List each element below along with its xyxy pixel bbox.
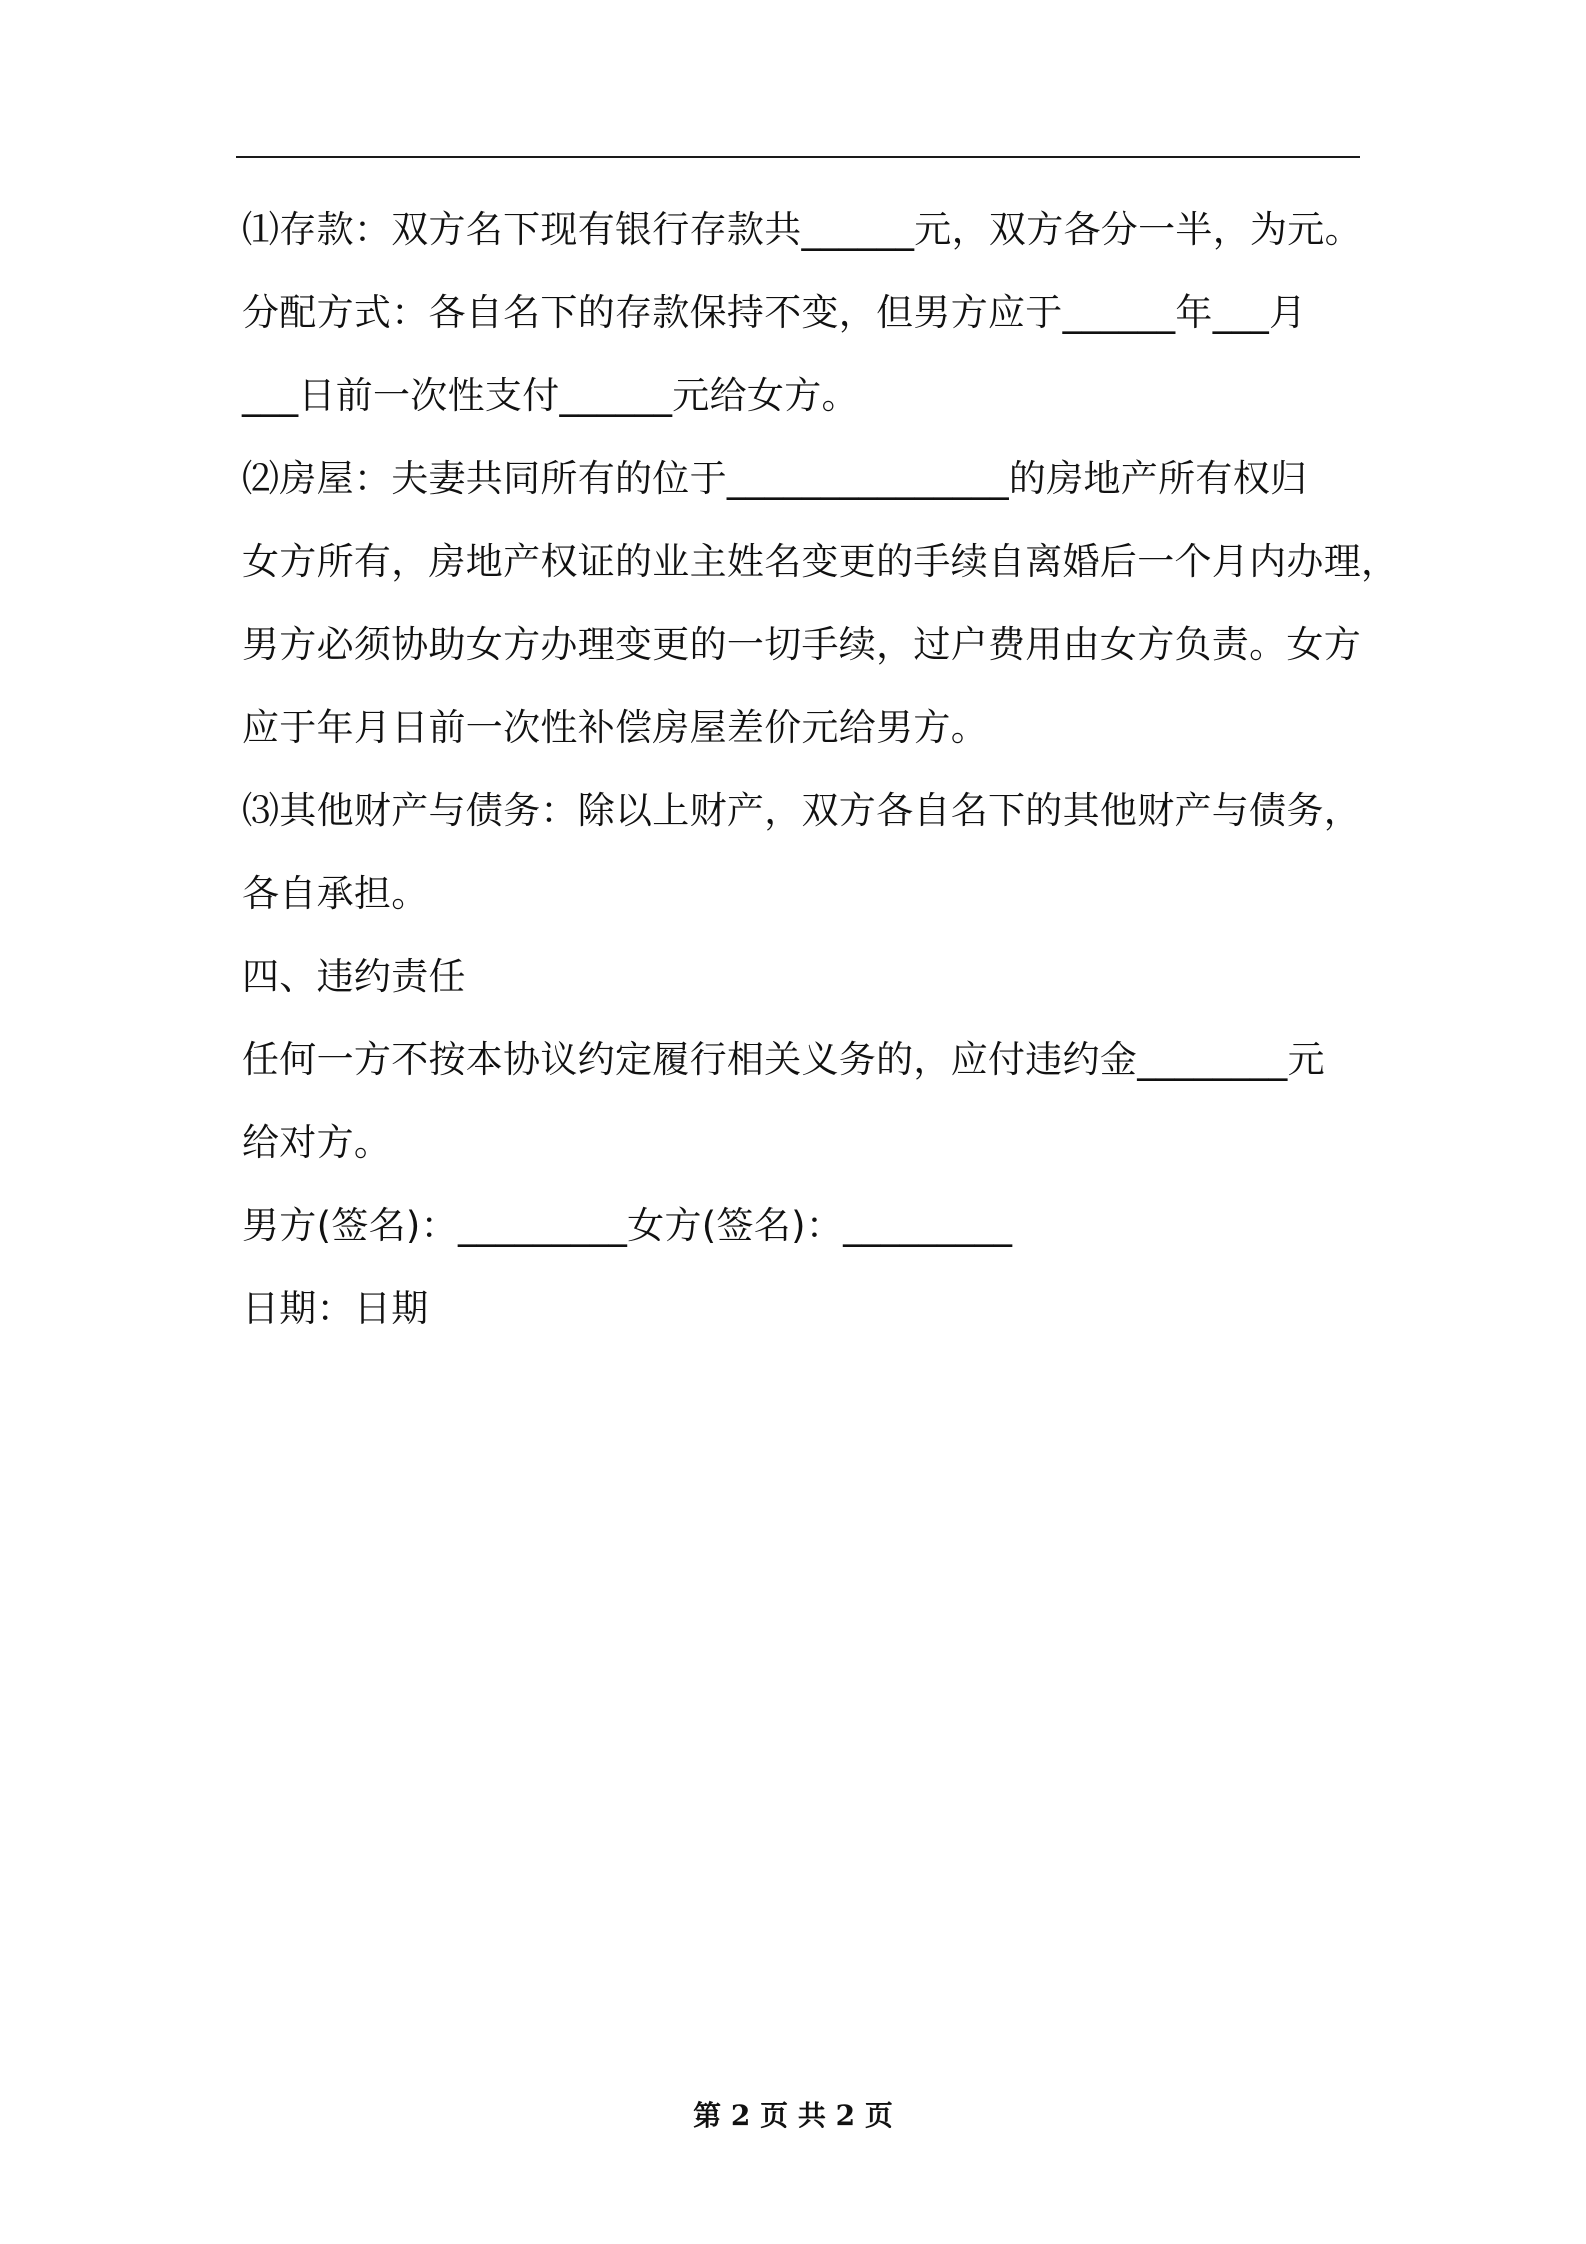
- paragraph-house-line-1: ⑵房屋：夫妻共同所有的位于_______________的房地产所有权归: [242, 457, 1308, 500]
- paragraph-deposit-line-2: 分配方式：各自名下的存款保持不变，但男方应于______年___月: [242, 291, 1307, 334]
- paragraph-other-assets-line-2: 各自承担。: [242, 872, 429, 915]
- paragraph-other-assets-line-1: ⑶其他财产与债务：除以上财产，双方各自名下的其他财产与债务，: [242, 789, 1361, 832]
- paragraph-breach-line-1: 任何一方不按本协议约定履行相关义务的，应付违约金________元: [242, 1038, 1325, 1081]
- paragraph-house-line-4: 应于年月日前一次性补偿房屋差价元给男方。: [242, 706, 988, 749]
- paragraph-deposit-line-1: ⑴存款：双方名下现有银行存款共______元，双方各分一半，为元。: [242, 208, 1362, 251]
- paragraph-house-line-3: 男方必须协助女方办理变更的一切手续，过户费用由女方负责。女方: [242, 623, 1361, 666]
- paragraph-house-line-2: 女方所有，房地产权证的业主姓名变更的手续自离婚后一个月内办理，: [242, 540, 1399, 583]
- page-number-footer: 第 2 页 共 2 页: [693, 2099, 893, 2132]
- header-divider: [236, 156, 1360, 158]
- signature-line: 男方(签名)：_________女方(签名)：_________: [242, 1204, 1013, 1247]
- section-heading-breach: 四、违约责任: [242, 955, 466, 998]
- date-line: 日期：日期: [242, 1287, 429, 1330]
- paragraph-breach-line-2: 给对方。: [242, 1121, 392, 1164]
- paragraph-deposit-line-3: ___日前一次性支付______元给女方。: [242, 374, 859, 417]
